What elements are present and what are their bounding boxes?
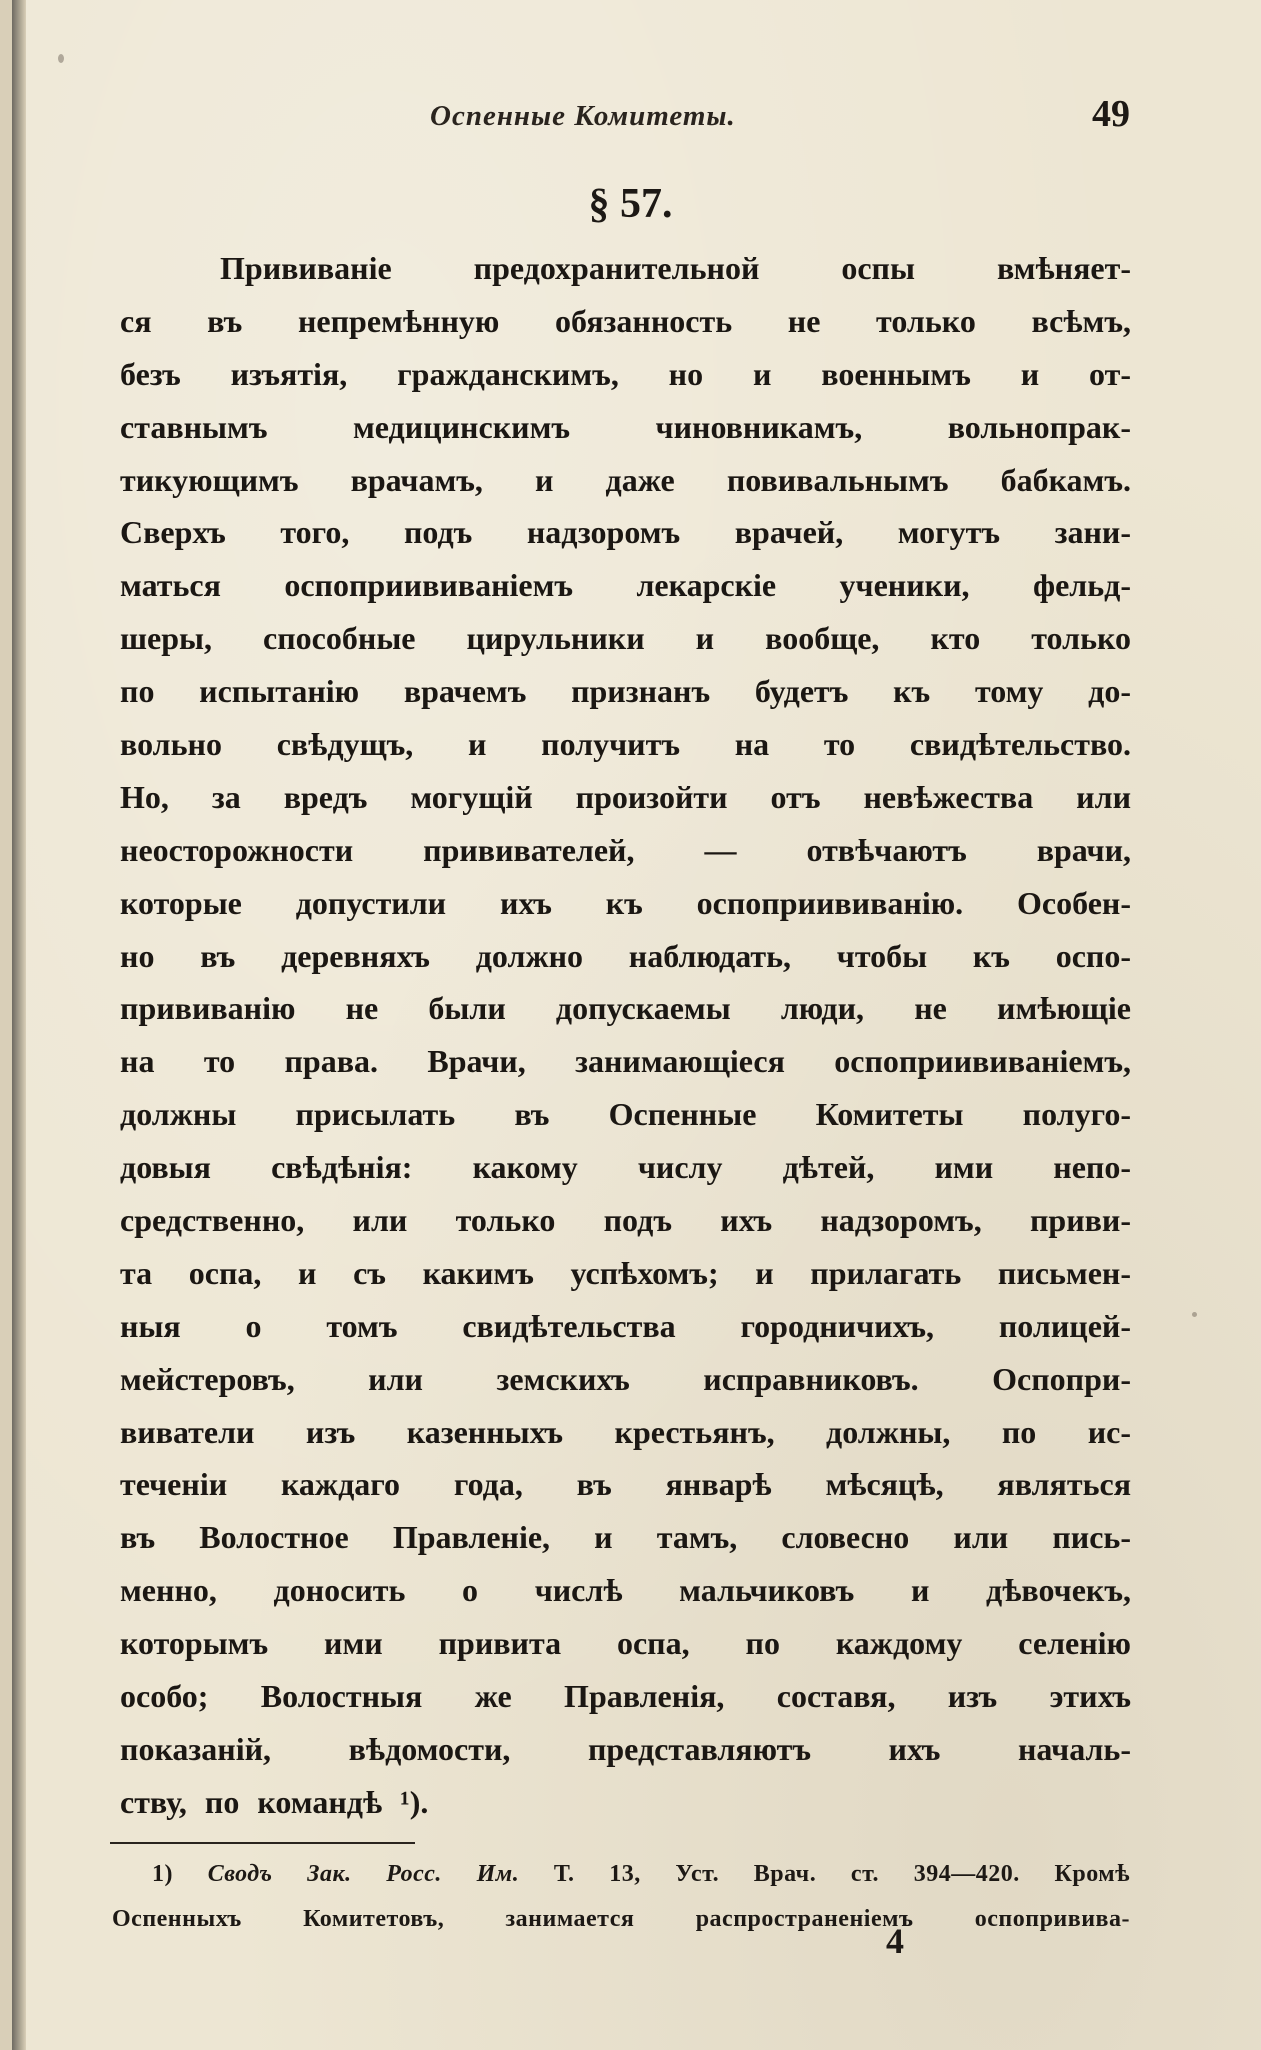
text-line: ныя о томъ свидѣтельства городничихъ, полицей- (120, 1307, 1131, 1344)
text-line: въ Волостное Правленіе, и тамъ, словесно или пись- (120, 1519, 1131, 1556)
footnote-marker: 1) (152, 1861, 173, 1887)
footnote-rule (110, 1842, 415, 1844)
page-number: 49 (1092, 93, 1130, 135)
text-line: по испытанію врачемъ признанъ будетъ къ тому до- (120, 673, 1131, 710)
text-line: Прививаніе предохранительной оспы вмѣняет- (220, 250, 1131, 286)
text-line: вольно свѣдущъ, и получитъ на то свидѣтельство. (120, 726, 1131, 763)
text-line: Но, за вредъ могущій произойти отъ невѣжества или (120, 778, 1131, 815)
footnote-reference: Т. 13, Уст. Врач. ст. 394—420. Кромѣ (553, 1861, 1130, 1887)
section-heading: § 57. (588, 181, 673, 227)
text-line: маться оспоприививаніемъ лекарскіе ученики, фельд- (120, 567, 1131, 604)
text-line: особо; Волостныя же Правленія, составя, изъ этихъ (120, 1678, 1131, 1715)
text-line: Сверхъ того, подъ надзоромъ врачей, могутъ зани- (120, 514, 1131, 551)
text-line: ся въ непремѣнную обязанность не только всѣмъ, (120, 302, 1131, 339)
running-head (0, 93, 1261, 140)
text-line: тикующимъ врачамъ, и даже повивальнымъ бабкамъ. (120, 461, 1131, 498)
text-line: прививанію не были допускаемы люди, не имѣющіе (120, 990, 1131, 1027)
paper-spot (1192, 1312, 1197, 1317)
text-line: на то права. Врачи, занимающіеся оспоприививаніемъ, (120, 1043, 1131, 1080)
text-line: средственно, или только подъ ихъ надзоромъ, приви- (120, 1202, 1131, 1239)
text-line: виватели изъ казенныхъ крестьянъ, должны, по ис- (120, 1413, 1131, 1450)
signature-mark: 4 (886, 1921, 904, 1961)
text-line: довыя свѣдѣнія: какому числу дѣтей, ими непо- (120, 1149, 1131, 1186)
paper-spot (58, 54, 64, 63)
text-line: которымъ ими привита оспа, по каждому селенію (120, 1625, 1131, 1662)
footnote-line (112, 1852, 1130, 1897)
text-line: неосторожности прививателей, — отвѣчаютъ врачи, (120, 831, 1131, 868)
footnote-source: Сводъ Зак. Росс. Им. (207, 1861, 520, 1887)
body-text (120, 242, 1131, 1829)
text-line: показаній, вѣдомости, представляютъ ихъ началь- (120, 1730, 1131, 1767)
text-line: но въ деревняхъ должно наблюдать, чтобы къ оспо- (120, 937, 1131, 974)
text-line: ству, по командѣ ¹). (120, 1783, 429, 1820)
text-line: должны присылать въ Оспенные Комитеты полуго- (120, 1096, 1131, 1133)
text-line: которые допустили ихъ къ оспоприививанію. Особен- (120, 884, 1131, 921)
running-title: Оспенные Комитеты. (430, 100, 736, 132)
text-line: теченіи каждаго года, въ январѣ мѣсяцѣ, являться (120, 1466, 1131, 1503)
footnote-line: Оспенныхъ Комитетовъ, занимается распространеніемъ оспопривива- (112, 1906, 1130, 1932)
text-line: безъ изъятія, гражданскимъ, но и военнымъ и от- (120, 355, 1131, 392)
footnote (112, 1852, 1130, 1942)
text-line: та оспа, и съ какимъ успѣхомъ; и прилагать письмен- (120, 1254, 1131, 1291)
text-line: ставнымъ медицинскимъ чиновникамъ, вольнопрак- (120, 408, 1131, 445)
spine-shadow (12, 0, 26, 2050)
text-line: шеры, способные цирульники и вообще, кто только (120, 620, 1131, 657)
text-line: мейстеровъ, или земскихъ исправниковъ. Оспопри- (120, 1360, 1131, 1397)
text-line: менно, доносить о числѣ мальчиковъ и дѣвочекъ, (120, 1572, 1131, 1609)
